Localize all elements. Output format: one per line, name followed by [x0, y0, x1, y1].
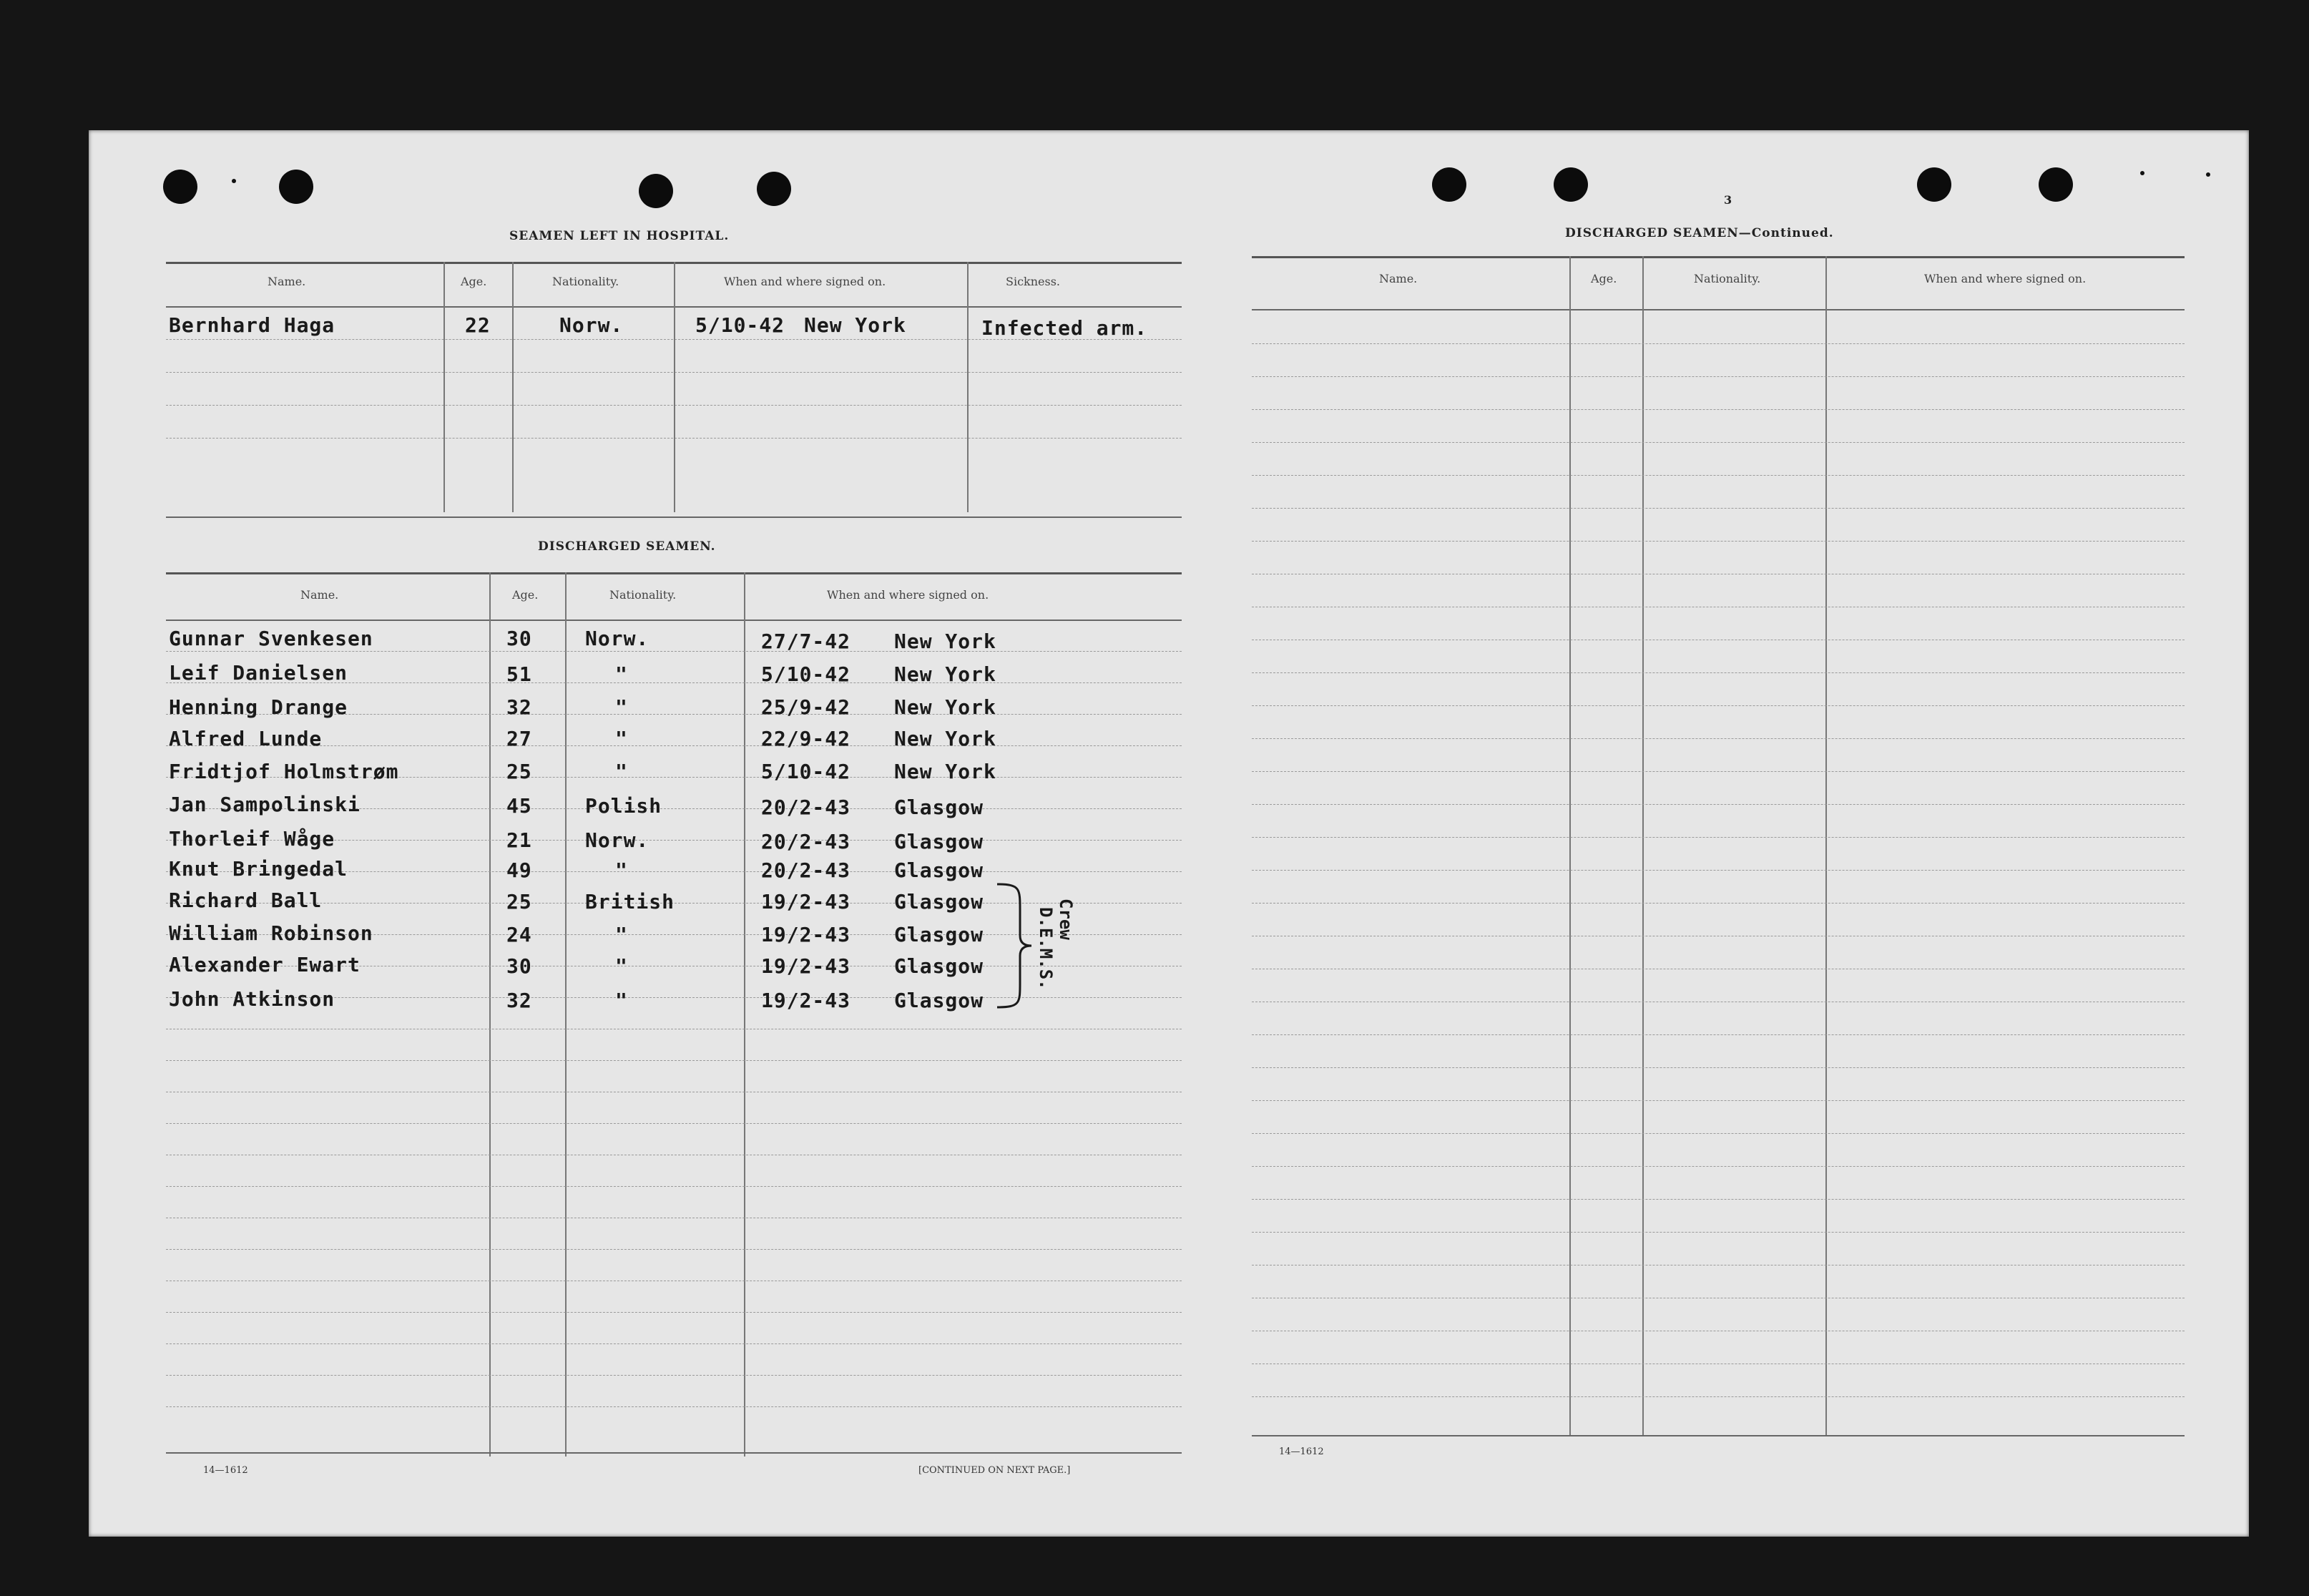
hospital-row-place: New York	[804, 313, 906, 337]
row-rule	[1252, 1100, 2185, 1101]
seaman-age: 25	[506, 760, 532, 783]
seaman-place: New York	[894, 727, 996, 750]
seaman-nationality: "	[615, 760, 628, 783]
seaman-date: 19/2-43	[761, 954, 851, 978]
discharged-col-age: Age.	[512, 588, 539, 602]
seaman-nationality: "	[615, 989, 628, 1012]
row-rule	[166, 651, 1182, 652]
continued-col-nationality: Nationality.	[1694, 272, 1761, 285]
seaman-nationality: British	[585, 890, 675, 914]
document-sheet	[89, 130, 2249, 1537]
column-divider	[1825, 256, 1827, 1435]
seaman-name: Alexander Ewart	[169, 953, 361, 976]
seaman-date: 20/2-43	[761, 795, 851, 819]
hospital-row-name: Bernhard Haga	[169, 313, 335, 337]
seaman-nationality: Norw.	[585, 627, 649, 650]
page-number: 3	[1724, 193, 1732, 207]
seaman-date: 19/2-43	[761, 923, 851, 946]
row-rule	[166, 1123, 1182, 1124]
row-rule	[1252, 903, 2185, 904]
seaman-date: 5/10-42	[761, 662, 851, 686]
seaman-place: New York	[894, 695, 996, 719]
seaman-nationality: "	[615, 695, 628, 719]
row-rule	[1252, 1166, 2185, 1167]
seaman-age: 25	[506, 890, 532, 914]
seaman-place: New York	[894, 760, 996, 783]
seaman-name: John Atkinson	[169, 987, 335, 1011]
hospital-section-title: SEAMEN LEFT IN HOSPITAL.	[509, 229, 730, 243]
hospital-row-age: 22	[465, 313, 491, 337]
column-divider	[967, 262, 969, 512]
row-rule	[1252, 1199, 2185, 1200]
row-rule	[166, 1249, 1182, 1250]
seaman-date: 20/2-43	[761, 830, 851, 853]
seaman-nationality: "	[615, 923, 628, 946]
crew-note: Crew	[1056, 899, 1076, 940]
table-rule	[1252, 256, 2185, 258]
row-rule	[1252, 771, 2185, 772]
seaman-date: 25/9-42	[761, 695, 851, 719]
hospital-col-sickness: Sickness.	[1006, 275, 1061, 288]
continued-col-age: Age.	[1591, 272, 1617, 285]
row-rule	[1252, 837, 2185, 838]
row-rule	[1252, 1133, 2185, 1134]
table-rule	[166, 572, 1182, 574]
seaman-nationality: Norw.	[585, 828, 649, 852]
column-divider	[744, 572, 745, 1457]
hospital-col-name: Name.	[268, 275, 306, 288]
hospital-col-nationality: Nationality.	[552, 275, 619, 288]
row-rule	[166, 1186, 1182, 1187]
seaman-name: Thorleif Wåge	[169, 827, 335, 851]
row-rule	[166, 1452, 1182, 1454]
row-rule	[1252, 376, 2185, 377]
row-rule	[1252, 343, 2185, 344]
hospital-col-signed-on: When and where signed on.	[724, 275, 886, 288]
seaman-date: 19/2-43	[761, 890, 851, 914]
column-divider	[565, 572, 567, 1457]
row-rule	[166, 1343, 1182, 1344]
seaman-age: 32	[506, 695, 532, 719]
row-rule	[1252, 409, 2185, 410]
seaman-age: 27	[506, 727, 532, 750]
seaman-place: Glasgow	[894, 989, 984, 1012]
hospital-col-age: Age.	[461, 275, 487, 288]
hospital-row-nationality: Norw.	[559, 313, 624, 337]
seaman-nationality: Polish	[585, 794, 662, 818]
seaman-place: New York	[894, 630, 996, 653]
seaman-name: Knut Bringedal	[169, 857, 348, 881]
seaman-place: Glasgow	[894, 795, 984, 819]
seaman-date: 27/7-42	[761, 630, 851, 653]
row-rule	[1252, 705, 2185, 706]
seaman-name: Richard Ball	[169, 888, 323, 912]
right-page	[1190, 130, 2249, 1537]
brace-mark	[991, 881, 1041, 1010]
hospital-row-date: 5/10-42	[695, 313, 785, 337]
seaman-name: Henning Drange	[169, 695, 348, 719]
hospital-row-sickness: Infected arm.	[981, 316, 1148, 340]
seaman-name: Leif Danielsen	[169, 661, 348, 685]
seaman-age: 30	[506, 954, 532, 978]
row-rule	[1252, 541, 2185, 542]
form-number: 14—1612	[203, 1465, 248, 1476]
form-number: 14—1612	[1279, 1446, 1324, 1457]
seaman-place: Glasgow	[894, 830, 984, 853]
seaman-nationality: "	[615, 727, 628, 750]
row-rule	[1252, 738, 2185, 739]
row-rule	[1252, 672, 2185, 673]
row-rule	[1252, 1232, 2185, 1233]
column-divider	[512, 262, 514, 512]
seaman-name: Alfred Lunde	[169, 727, 323, 750]
row-rule	[1252, 475, 2185, 476]
continued-col-signed-on: When and where signed on.	[1924, 272, 2087, 285]
table-rule	[166, 620, 1182, 621]
seaman-age: 24	[506, 923, 532, 946]
seaman-place: Glasgow	[894, 954, 984, 978]
continued-col-name: Name.	[1379, 272, 1418, 285]
seaman-nationality: "	[615, 662, 628, 686]
table-rule	[1252, 309, 2185, 310]
column-divider	[1569, 256, 1571, 1435]
column-divider	[1642, 256, 1644, 1435]
seaman-name: Jan Sampolinski	[169, 793, 361, 816]
seaman-place: New York	[894, 662, 996, 686]
row-rule	[1252, 804, 2185, 805]
seaman-age: 21	[506, 828, 532, 852]
seaman-date: 5/10-42	[761, 760, 851, 783]
row-rule	[1252, 870, 2185, 871]
seaman-date: 19/2-43	[761, 989, 851, 1012]
seaman-date: 20/2-43	[761, 858, 851, 882]
row-rule	[166, 1312, 1182, 1313]
dems-note: D.E.M.S.	[1036, 907, 1056, 990]
row-rule	[1252, 1396, 2185, 1397]
row-rule	[1252, 1034, 2185, 1035]
seaman-place: Glasgow	[894, 858, 984, 882]
seaman-age: 30	[506, 627, 532, 650]
discharged-section-title: DISCHARGED SEAMEN.	[538, 539, 716, 554]
seaman-name: Fridtjof Holmstrøm	[169, 760, 399, 783]
seaman-age: 45	[506, 794, 532, 818]
seaman-age: 32	[506, 989, 532, 1012]
row-rule	[166, 1375, 1182, 1376]
row-rule	[1252, 1067, 2185, 1068]
column-divider	[674, 262, 675, 512]
discharged-col-signed-on: When and where signed on.	[827, 588, 989, 602]
continued-note: [CONTINUED ON NEXT PAGE.]	[918, 1465, 1071, 1476]
row-rule	[1252, 1435, 2185, 1436]
seaman-name: Gunnar Svenkesen	[169, 627, 373, 650]
seaman-nationality: "	[615, 954, 628, 978]
table-rule	[166, 517, 1182, 518]
discharged-col-nationality: Nationality.	[609, 588, 677, 602]
row-rule	[1252, 508, 2185, 509]
continued-section-title: DISCHARGED SEAMEN—Continued.	[1565, 226, 1834, 240]
row-rule	[166, 1060, 1182, 1061]
seaman-place: Glasgow	[894, 890, 984, 914]
seaman-place: Glasgow	[894, 923, 984, 946]
column-divider	[489, 572, 491, 1457]
left-page	[89, 130, 1147, 1537]
seaman-age: 49	[506, 858, 532, 882]
column-divider	[443, 262, 445, 512]
row-rule	[1252, 442, 2185, 443]
seaman-date: 22/9-42	[761, 727, 851, 750]
seaman-age: 51	[506, 662, 532, 686]
discharged-col-name: Name.	[300, 588, 339, 602]
seaman-name: William Robinson	[169, 921, 373, 945]
seaman-nationality: "	[615, 858, 628, 882]
row-rule	[166, 1406, 1182, 1407]
